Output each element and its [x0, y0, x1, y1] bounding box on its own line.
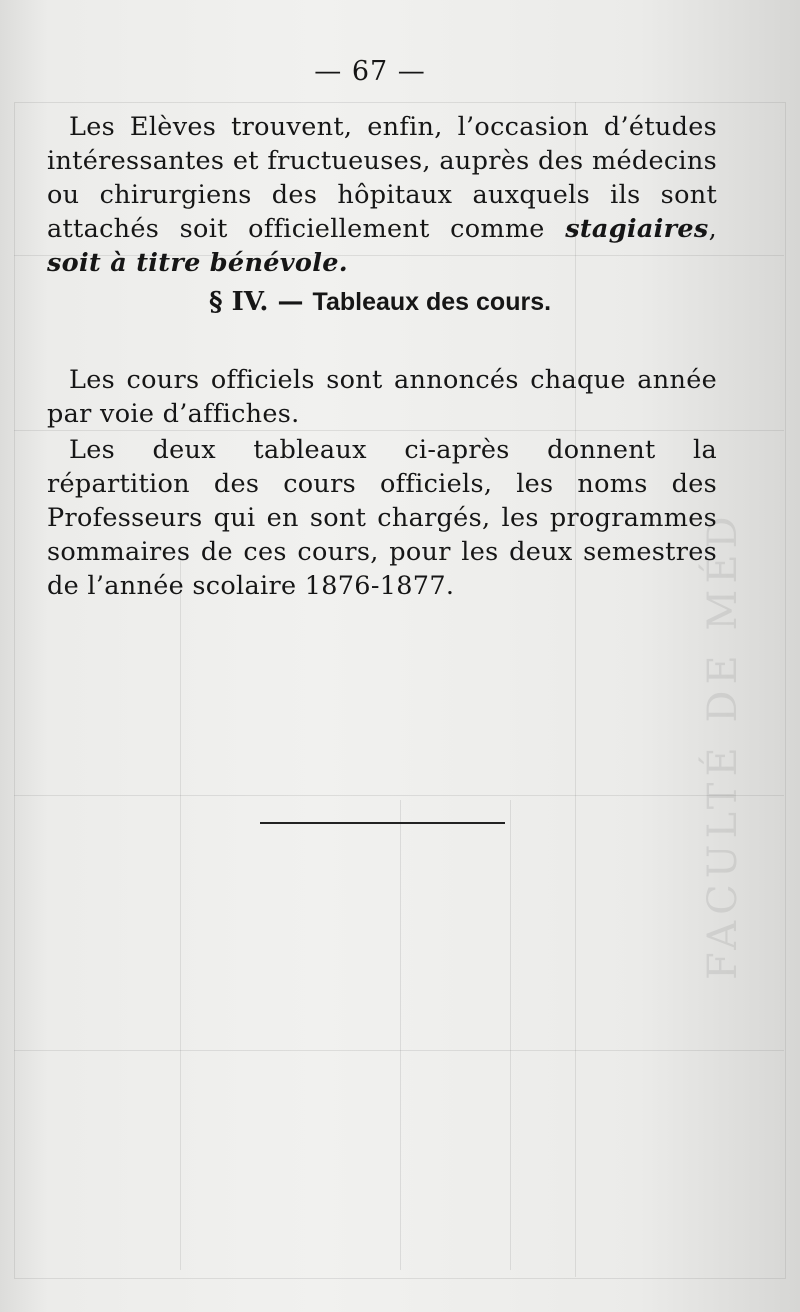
section-title: Tableaux des cours.: [312, 288, 552, 316]
bleed-through-column-line: [180, 560, 181, 1270]
intro-separator: ,: [708, 214, 717, 244]
courses-announcement-text: Les cours officiels sont annoncés chaque année par voie d’affiches.: [47, 365, 717, 429]
bleed-through-row-line: [14, 795, 784, 796]
tables-description-text: Les deux tableaux ci-après donnent la répartition des cours officiels, les noms des Professeurs qui en sont chargés, les programmes sommaires de ces cours, pour les deux semestres de l’année scolaire 1876-1877.: [47, 435, 717, 601]
intro-italic-stagiaires: stagiaires: [565, 214, 709, 244]
bleed-through-text: FACULTÉ DE MÉD: [700, 510, 746, 980]
intro-text: Les Elèves trouvent, enfin, l’occasion d’études intéressantes et fructueuses, auprès des médecins ou chirurgiens des hôpitaux auxquels ils sont attachés soit officiellement comme: [47, 112, 717, 244]
bleed-through-row-line: [14, 1050, 784, 1051]
courses-announcement-paragraph: [47, 363, 717, 431]
section-heading: [0, 287, 760, 317]
intro-italic-benevole: soit à titre bénévole.: [47, 248, 348, 278]
section-divider-rule: [260, 822, 505, 824]
intro-paragraph: [47, 110, 717, 280]
bleed-through-column-line: [510, 800, 511, 1270]
bleed-through-column-line: [400, 800, 401, 1270]
tables-description-paragraph: [47, 433, 717, 603]
section-number: § IV. —: [208, 287, 313, 317]
page-number: — 67 —: [314, 56, 426, 87]
